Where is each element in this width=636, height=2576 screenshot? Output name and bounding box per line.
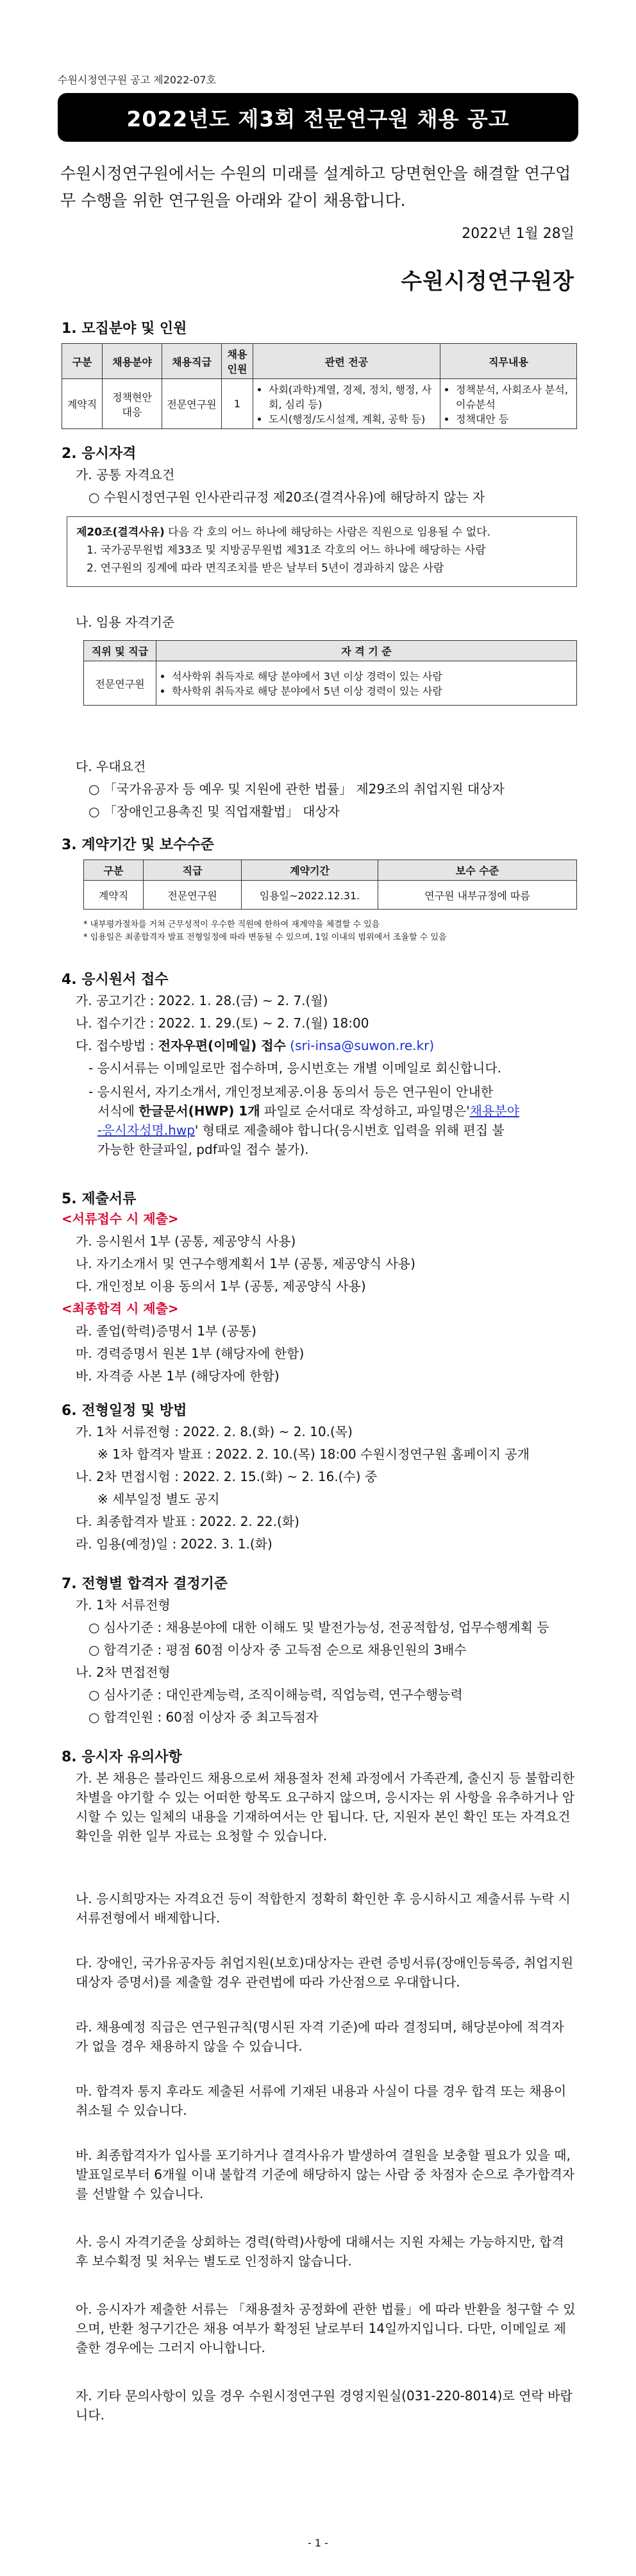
s5-d: 라. 졸업(학력)증명서 1부 (공통) (76, 1323, 256, 1339)
s8-item: 다. 장애인, 국가유공자등 취업지원(보호)대상자는 관련 증빙서류(장애인등록증, 취업지원대상자 증명서)를 제출할 경우 관련법에 따라 가산점으로 우대합니다. (76, 1955, 574, 1990)
s4-d2b (88, 1101, 582, 1121)
s7-b1: ○ 심사기준 : 대인관계능력, 조직이해능력, 직업능력, 연구수행능력 (88, 1687, 463, 1702)
s8-item: 사. 응시 자격기준을 상회하는 경력(학력)사항에 대해서는 지원 자체는 가능하지만, 합격 후 보수획정 및 처우는 별도로 인정하지 않습니다. (76, 2234, 564, 2269)
s4-d2c (88, 1121, 582, 1140)
box-text: 다음 각 호의 어느 하나에 해당하는 사람은 직원으로 임용될 수 없다. (168, 526, 490, 539)
th-field: 채용분야 (103, 344, 162, 379)
duty-item: • 정책분석, 사회조사 분석, 이슈분석 (456, 382, 573, 411)
s2-c: 다. 우대요건 (76, 759, 146, 774)
s8-item: 바. 최종합격자가 입사를 포기하거나 결격사유가 발생하여 결원을 보충할 필요가 있을 때, 발표일로부터 6개월 이내 불합격 기준에 해당하지 않는 사람 중 차점자 순으로 추가합격자를 선발할 수 있습니다. (76, 2148, 575, 2201)
criteria-item: • 학사학위 취득자로 해당 분야에서 5년 이상 경력이 있는 사람 (172, 683, 573, 698)
s4-d2b-bold: 한글문서(HWP) 1개 (138, 1103, 260, 1119)
s8-item: 나. 응시희망자는 자격요건 등이 적합한지 정확히 확인한 후 응시하시고 제출서류 누락 시 서류전형에서 배제합니다. (76, 1891, 571, 1926)
s4-d2b-post: 파일로 순서대로 작성하고, 파일명은' (260, 1103, 470, 1119)
th-c-type: 구분 (84, 860, 144, 881)
th-c-salary: 보수 수준 (378, 860, 577, 881)
contract-table (83, 860, 577, 910)
contract-note-1: * 내부평가절차를 거쳐 근무성적이 우수한 직원에 한하여 재계약을 체결할 수 있음 (83, 920, 380, 929)
s8-item: 마. 합격자 통지 후라도 제출된 서류에 기재된 내용과 사실이 다를 경우 합격 또는 채용이 취소될 수 있습니다. (76, 2083, 567, 2118)
email-link[interactable]: (sri-insa@suwon.re.kr) (290, 1038, 435, 1053)
section-5-title: 5. 제출서류 (62, 1191, 137, 1207)
s7-b2: ○ 합격인원 : 60점 이상자 중 최고득점자 (88, 1709, 319, 1725)
s4-a: 가. 공고기간 : 2022. 1. 28.(금) ~ 2. 7.(월) (76, 993, 328, 1008)
s5-c: 다. 개인정보 이용 동의서 1부 (공통, 제공양식 사용) (76, 1278, 366, 1294)
th-grade: 채용직급 (162, 344, 222, 379)
s2-a: 가. 공통 자격요건 (76, 467, 175, 482)
s4-d2d: 가능한 한글파일, pdf파일 접수 불가). (97, 1142, 309, 1157)
s6-b: 나. 2차 면접시험 : 2022. 2. 15.(화) ~ 2. 16.(수) 중 (76, 1469, 378, 1484)
filename-hint-2: -응시자성명.hwp (97, 1123, 195, 1138)
section-2-title: 2. 응시자격 (62, 446, 137, 462)
s5-a: 가. 응시원서 1부 (공통, 제공양식 사용) (76, 1233, 296, 1249)
s4-d2b-pre: 서식에 (97, 1103, 139, 1119)
td-c-grade: 전문연구원 (144, 881, 242, 910)
td-duty (440, 379, 577, 429)
recruit-table (62, 343, 577, 429)
section-4-title: 4. 응시원서 접수 (62, 972, 169, 988)
td-field: 정책현안 대응 (103, 379, 162, 429)
td-c-period: 임용일~2022.12.31. (242, 881, 378, 910)
s2-b: 나. 임용 자격기준 (76, 614, 175, 630)
section-8-title: 8. 응시자 유의사항 (62, 1749, 182, 1765)
th-criteria: 자 격 기 준 (156, 641, 577, 661)
box-title: 제20조(결격사유) (76, 526, 165, 539)
major-item: • 도시(행정/도시설계, 계획, 공학 등) (269, 411, 436, 426)
page-title: 2022년도 제3회 전문연구원 채용 공고 (58, 93, 578, 142)
td-type: 계약직 (62, 379, 103, 429)
th-c-grade: 직급 (144, 860, 242, 881)
signer-name: 수원시정연구원장 (401, 269, 574, 294)
td-position: 전문연구원 (84, 661, 156, 706)
s6-c: 다. 최종합격자 발표 : 2022. 2. 22.(화) (76, 1514, 299, 1529)
s2-a1: ○ 수원시정연구원 인사관리규정 제20조(결격사유)에 해당하지 않는 자 (88, 489, 485, 505)
td-major (253, 379, 440, 429)
section-6-title: 6. 전형일정 및 방법 (62, 1403, 187, 1419)
box-item-2: 2. 연구원의 징계에 따라 면직조치를 받은 날부터 5년이 경과하지 않은 사람 (87, 562, 444, 575)
s4-d2c-post: ' 형태로 제출해야 합니다(응시번호 입력을 위해 편집 불 (194, 1123, 505, 1138)
s8-item: 가. 본 채용은 블라인드 채용으로써 채용절차 전체 과정에서 가족관계, 출신지 등 불합리한 차별을 야기할 수 있는 어떠한 항목도 요구하지 않으며, 응시자는 위 사항을 유추하거나 암시할 수 있는 일체의 내용을 기재하여서는 안 됩니다. 단, 지원자 본인 확인 또는 자격요건 확인을 위한 일부 자료는 요청할 수 있습니다. (76, 1770, 575, 1843)
duty-item: • 정책대안 등 (456, 411, 573, 426)
td-grade: 전문연구원 (162, 379, 222, 429)
s6-b1: ※ 세부일정 별도 공지 (97, 1491, 220, 1507)
s4-b: 나. 접수기간 : 2022. 1. 29.(토) ~ 2. 7.(월) 18:00 (76, 1015, 369, 1031)
th-position: 직위 및 직급 (84, 641, 156, 661)
s7-a: 가. 1차 서류전형 (76, 1597, 171, 1613)
th-major: 관련 전공 (253, 344, 440, 379)
section-7-title: 7. 전형별 합격자 결정기준 (62, 1576, 228, 1592)
intro-text: 수원시정연구원에서는 수원의 미래를 설계하고 당면현안을 해결할 연구업무 수행을 위한 연구원을 아래와 같이 채용합니다. (60, 164, 571, 210)
criteria-item: • 석사학위 취득자로 해당 분야에서 3년 이상 경력이 있는 사람 (172, 668, 573, 683)
notice-date: 2022년 1월 28일 (462, 226, 574, 242)
s4-d2a: - 응시원서, 자기소개서, 개인정보제공.이용 동의서 등은 연구원이 안내한 (88, 1084, 494, 1099)
s7-a2: ○ 합격기준 : 평점 60점 이상자 중 고득점 순으로 채용인원의 3배수 (88, 1642, 467, 1657)
s8-item: 라. 채용예정 직급은 연구원규칙(명시된 자격 기준)에 따라 결정되며, 해당분야에 적격자가 없을 경우 채용하지 않을 수 있습니다. (76, 2019, 564, 2054)
s2-c2: ○ 「장애인고용촉진 및 직업재활법」 대상자 (88, 804, 340, 819)
s5-b: 나. 자기소개서 및 연구수행계획서 1부 (공통, 제공양식 사용) (76, 1256, 415, 1271)
s7-a1: ○ 심사기준 : 채용분야에 대한 이해도 및 발전가능성, 전공적합성, 업무수행계획 등 (88, 1620, 549, 1635)
s4-d1: - 응시서류는 이메일로만 접수하며, 응시번호는 개별 이메일로 회신합니다. (88, 1060, 502, 1076)
th-c-period: 계약기간 (242, 860, 378, 881)
td-c-type: 계약직 (84, 881, 144, 910)
s5-h1: <서류접수 시 제출> (62, 1211, 179, 1226)
td-c-salary: 연구원 내부규정에 따름 (378, 881, 577, 910)
s6-a: 가. 1차 서류전형 : 2022. 2. 8.(화) ~ 2. 10.(목) (76, 1424, 353, 1439)
s8-item: 아. 응시자가 제출한 서류는 「채용절차 공정화에 관한 법률」에 따라 반환을 청구할 수 있으며, 반환 청구기간은 채용 여부가 확정된 날로부터 14일까지입니다. 다만, 이메일로 제출한 경우에는 그러지 아니합니다. (76, 2301, 576, 2355)
disqualification-box (67, 516, 577, 587)
s4-c (76, 1036, 434, 1055)
s5-h2: <최종합격 시 제출> (62, 1301, 179, 1316)
s4-c-pre: 다. 접수방법 : (76, 1038, 158, 1053)
s2-c1: ○ 「국가유공자 등 예우 및 지원에 관한 법률」 제29조의 취업지원 대상자 (88, 781, 505, 797)
qualification-table (83, 640, 577, 706)
box-item-1: 1. 국가공무원법 제33조 및 지방공무원법 제31조 각호의 어느 하나에 해당하는 사람 (87, 544, 486, 557)
section-1-title: 1. 모집분야 및 인원 (62, 321, 187, 337)
td-count: 1 (222, 379, 253, 429)
s4-c-bold: 전자우편(이메일) 접수 (158, 1038, 286, 1053)
filename-hint-1: 채용분야 (469, 1103, 519, 1119)
td-criteria (156, 661, 577, 706)
s6-a1: ※ 1차 합격자 발표 : 2022. 2. 10.(목) 18:00 수원시정연구원 홈페이지 공개 (97, 1446, 530, 1462)
major-item: • 사회(과학)계열, 경제, 정치, 행정, 사회, 심리 등) (269, 382, 436, 411)
notice-number: 수원시정연구원 공고 제2022-07호 (58, 74, 217, 86)
s5-e: 마. 경력증명서 원본 1부 (해당자에 한함) (76, 1346, 305, 1361)
th-count: 채용인원 (222, 344, 253, 379)
contract-note-2: * 임용일은 최종합격자 발표 전형일정에 따라 변동될 수 있으며, 1일 이내의 범위에서 조율할 수 있음 (83, 933, 447, 942)
s8-item: 자. 기타 문의사항이 있을 경우 수원시정연구원 경영지원실(031-220-8014)로 연락 바랍니다. (76, 2388, 573, 2423)
s5-f: 바. 자격증 사본 1부 (해당자에 한함) (76, 1368, 280, 1384)
section-3-title: 3. 계약기간 및 보수수준 (62, 837, 214, 853)
th-type: 구분 (62, 344, 103, 379)
s7-b: 나. 2차 면접전형 (76, 1665, 171, 1680)
page-number: - 1 - (308, 2537, 328, 2549)
s4-d2 (88, 1082, 582, 1159)
s6-d: 라. 임용(예정)일 : 2022. 3. 1.(화) (76, 1536, 272, 1552)
th-duty: 직무내용 (440, 344, 577, 379)
